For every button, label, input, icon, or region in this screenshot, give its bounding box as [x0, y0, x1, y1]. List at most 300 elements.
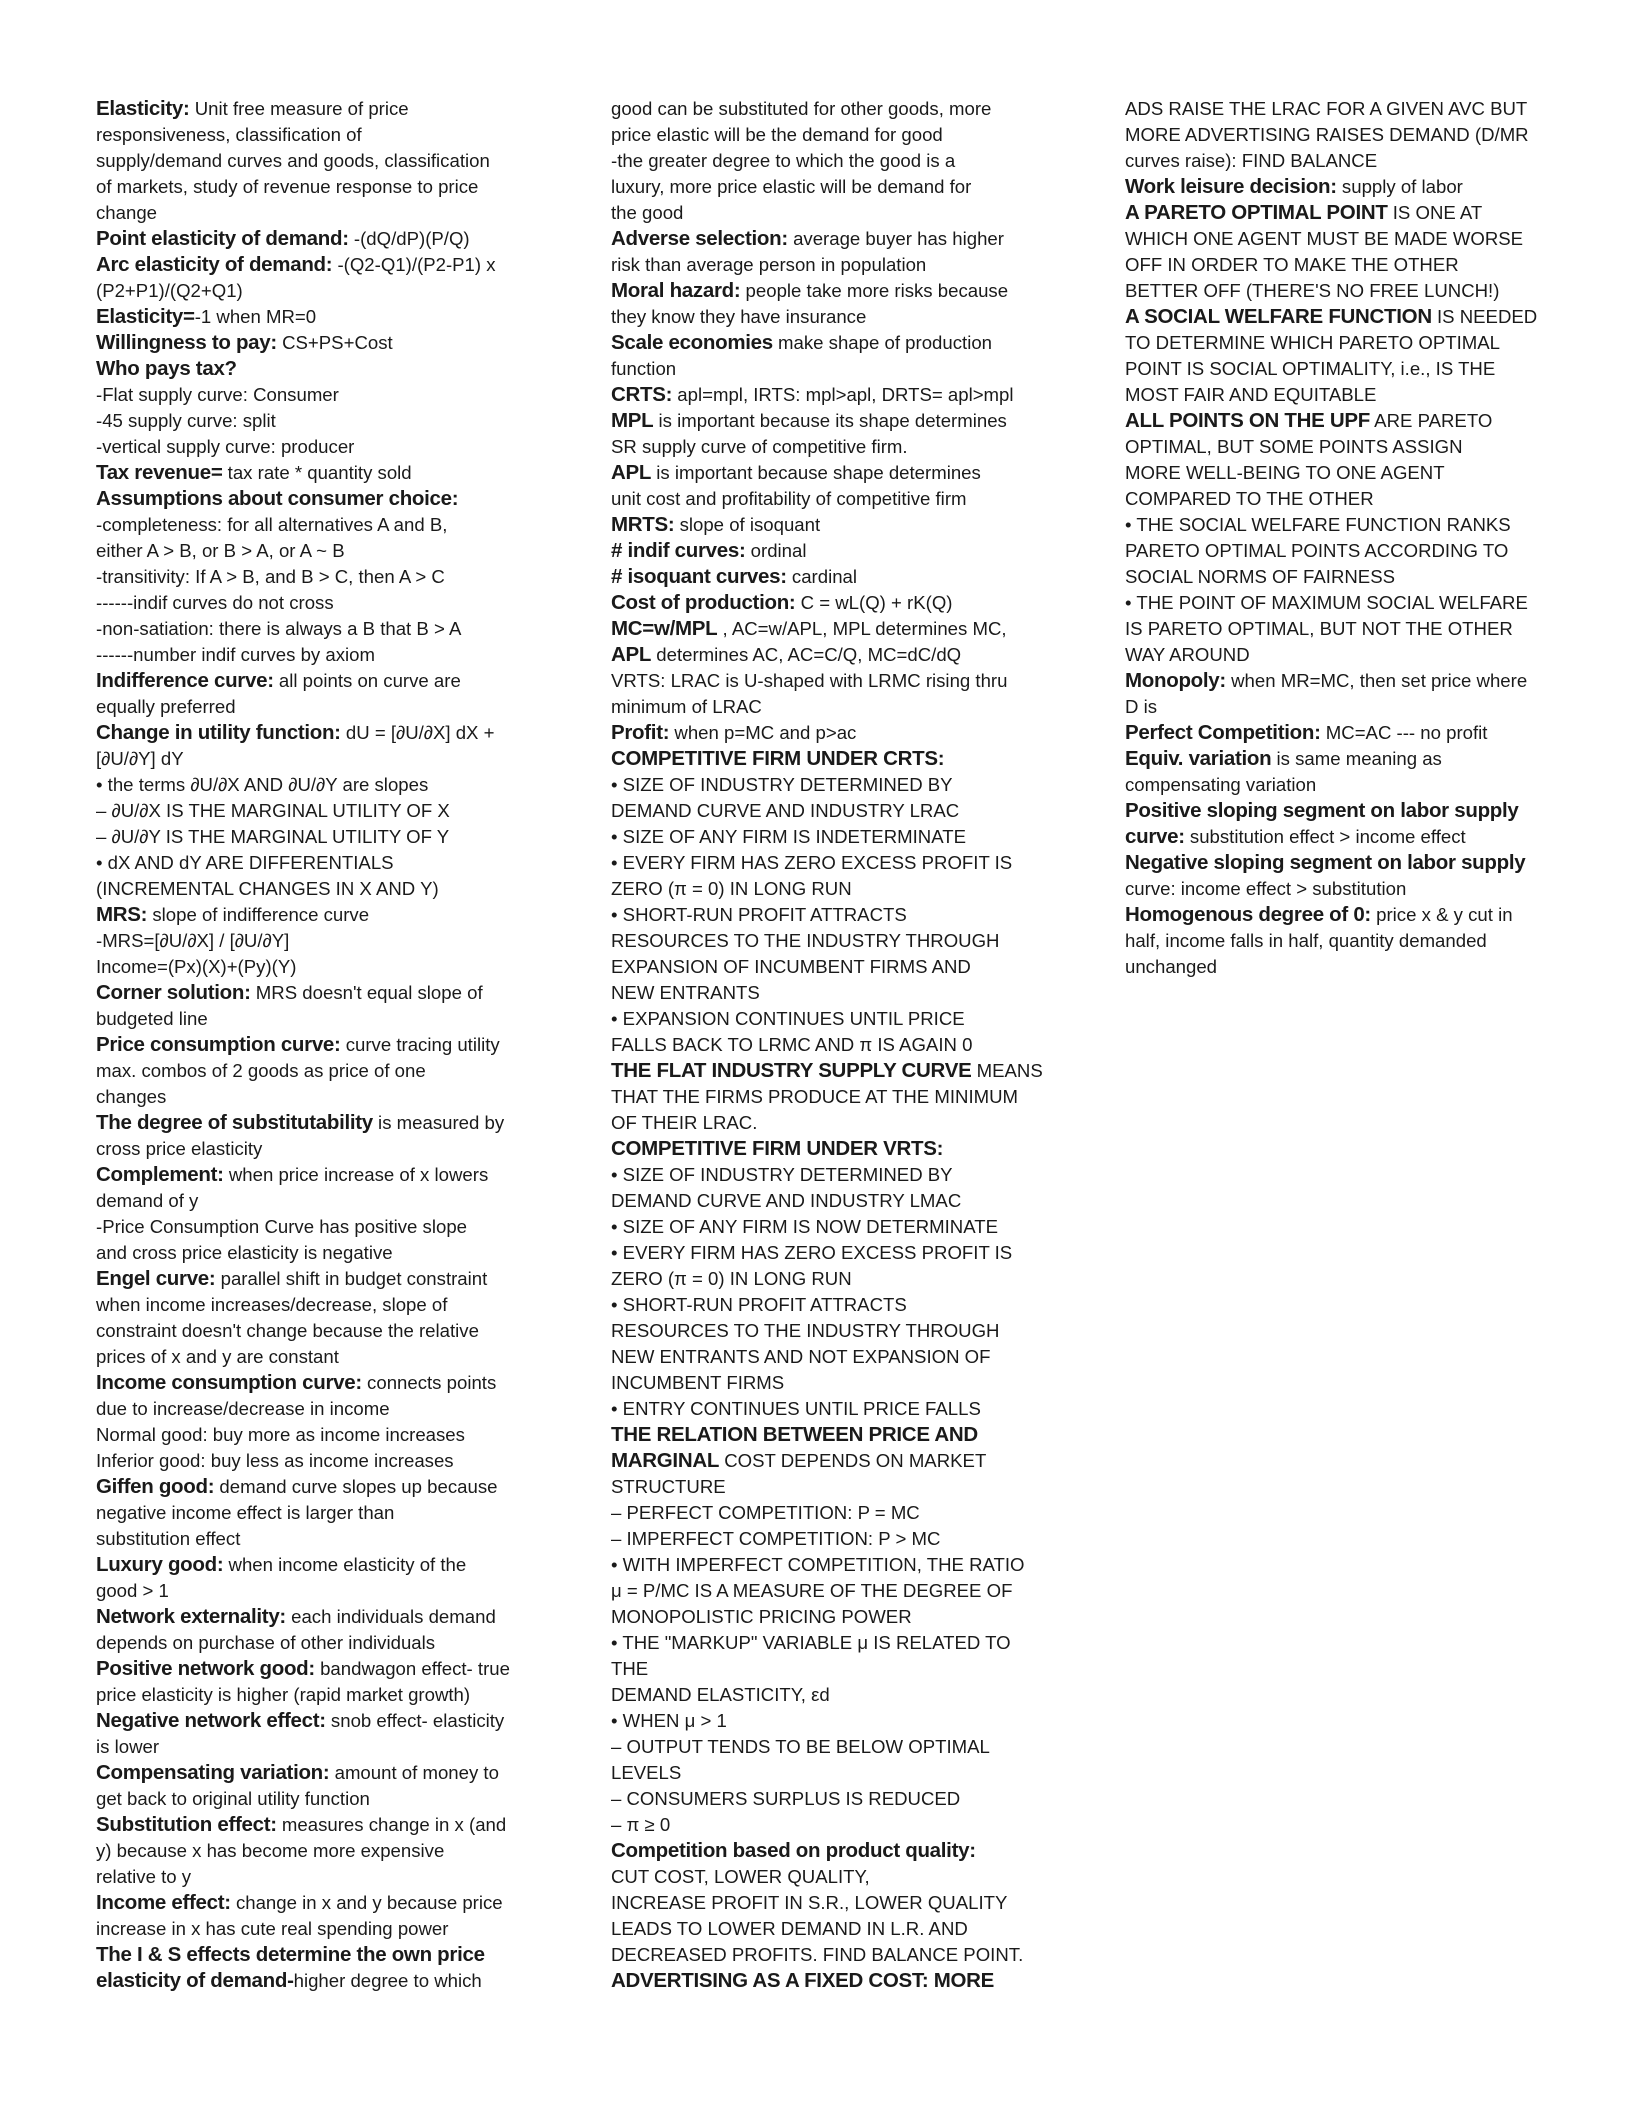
term-label: MARGINAL — [611, 1449, 720, 1472]
text-line — [1125, 668, 1540, 694]
definition-text: -(Q2-Q1)/(P2-P1) x — [332, 254, 496, 275]
definition-text: change — [96, 202, 158, 223]
definition-text: average buyer has higher — [787, 228, 1004, 249]
definition-text: ------number indif curves by axiom — [96, 644, 375, 665]
definition-text: prices of x and y are constant — [96, 1346, 339, 1367]
definition-text: -transitivity: If A > B, and B > C, then A > C — [96, 566, 445, 587]
definition-text: – ∂U/∂X IS THE MARGINAL UTILITY OF X — [96, 800, 450, 821]
text-line — [96, 1136, 511, 1162]
definition-text: • WHEN μ > 1 — [611, 1710, 727, 1731]
definition-text: substitution effect — [96, 1528, 241, 1549]
text-line — [96, 460, 511, 486]
text-line — [1125, 538, 1540, 564]
definition-text: function — [611, 358, 677, 379]
text-line — [96, 1734, 511, 1760]
definition-text: half, income falls in half, quantity demanded — [1125, 930, 1487, 951]
definition-text: price x & y cut in — [1370, 904, 1513, 925]
text-line — [611, 538, 1026, 564]
definition-text: -(dQ/dP)(P/Q) — [348, 228, 470, 249]
text-line — [96, 278, 511, 304]
text-line — [611, 1448, 1026, 1474]
definition-text: is important because its shape determines — [653, 410, 1007, 431]
term-label: THE FLAT INDUSTRY SUPPLY CURVE — [611, 1059, 972, 1082]
definition-text: WAY AROUND — [1125, 644, 1250, 665]
term-label: Monopoly: — [1125, 669, 1226, 692]
text-line — [611, 1110, 1026, 1136]
term-label: Negative network effect: — [96, 1709, 326, 1732]
text-line — [611, 148, 1026, 174]
text-line — [611, 1786, 1026, 1812]
text-line — [1125, 902, 1540, 928]
text-line — [1125, 954, 1540, 980]
text-line — [611, 278, 1026, 304]
text-line — [611, 1318, 1026, 1344]
definition-text: slope of isoquant — [674, 514, 821, 535]
text-line — [611, 1968, 1026, 1994]
definition-text: price elastic will be the demand for good — [611, 124, 943, 145]
text-line — [611, 1188, 1026, 1214]
text-line — [96, 902, 511, 928]
definition-text: good can be substituted for other goods, more — [611, 98, 992, 119]
text-line — [96, 174, 511, 200]
text-line — [96, 1344, 511, 1370]
term-label: Tax revenue= — [96, 461, 223, 484]
text-line — [611, 174, 1026, 200]
definition-text: supply of labor — [1336, 176, 1463, 197]
definition-text: • EVERY FIRM HAS ZERO EXCESS PROFIT IS — [611, 1242, 1013, 1263]
text-line — [1125, 252, 1540, 278]
text-line — [96, 1084, 511, 1110]
term-label: Cost of production: — [611, 591, 796, 614]
text-line — [1125, 928, 1540, 954]
text-line — [611, 1422, 1026, 1448]
definition-text: price elasticity is higher (rapid market growth) — [96, 1684, 471, 1705]
text-line — [611, 1526, 1026, 1552]
text-line — [611, 616, 1026, 642]
text-line — [611, 1578, 1026, 1604]
text-line — [96, 96, 511, 122]
definition-text: POINT IS SOCIAL OPTIMALITY, i.e., IS THE — [1125, 358, 1496, 379]
text-line — [96, 1318, 511, 1344]
text-line — [96, 330, 511, 356]
definition-text: • SHORT-RUN PROFIT ATTRACTS — [611, 904, 907, 925]
text-line — [1125, 278, 1540, 304]
text-line — [96, 122, 511, 148]
definition-text: COMPARED TO THE OTHER — [1125, 488, 1374, 509]
definition-text: INCUMBENT FIRMS — [611, 1372, 785, 1393]
definition-text: snob effect- elasticity — [325, 1710, 505, 1731]
definition-text: • the terms ∂U/∂X AND ∂U/∂Y are slopes — [96, 774, 429, 795]
text-line — [1125, 694, 1540, 720]
term-label: # indif curves: — [611, 539, 746, 562]
text-line — [96, 1058, 511, 1084]
text-line — [611, 1734, 1026, 1760]
definition-text: ------indif curves do not cross — [96, 592, 334, 613]
text-line — [1125, 876, 1540, 902]
text-line — [96, 928, 511, 954]
definition-text: • THE "MARKUP" VARIABLE μ IS RELATED TO — [611, 1632, 1011, 1653]
text-line — [96, 304, 511, 330]
definition-text: STRUCTURE — [611, 1476, 726, 1497]
definition-text: equally preferred — [96, 696, 236, 717]
definition-text: and cross price elasticity is negative — [96, 1242, 393, 1263]
text-line — [611, 226, 1026, 252]
text-line — [96, 434, 511, 460]
term-label: Point elasticity of demand: — [96, 227, 349, 250]
text-line — [96, 668, 511, 694]
definition-text: – IMPERFECT COMPETITION: P > MC — [611, 1528, 941, 1549]
definition-text: is lower — [96, 1736, 160, 1757]
term-label: COMPETITIVE FIRM UNDER VRTS: — [611, 1137, 944, 1160]
text-line — [96, 1552, 511, 1578]
text-line — [96, 824, 511, 850]
definition-text: determines AC, AC=C/Q, MC=dC/dQ — [651, 644, 962, 665]
definition-text: OF THEIR LRAC. — [611, 1112, 758, 1133]
text-line — [96, 1890, 511, 1916]
definition-text: ARE PARETO — [1370, 410, 1493, 431]
text-line — [96, 1656, 511, 1682]
definition-text: slope of indifference curve — [147, 904, 370, 925]
text-line — [96, 1682, 511, 1708]
text-line — [611, 902, 1026, 928]
text-line — [1125, 616, 1540, 642]
definition-text: apl=mpl, IRTS: mpl>apl, DRTS= apl>mpl — [672, 384, 1014, 405]
definition-text: EXPANSION OF INCUMBENT FIRMS AND — [611, 956, 971, 977]
definition-text: increase in x has cute real spending power — [96, 1918, 449, 1939]
definition-text: depends on purchase of other individuals — [96, 1632, 436, 1653]
definition-text: ZERO (π = 0) IN LONG RUN — [611, 878, 852, 899]
definition-text: – OUTPUT TENDS TO BE BELOW OPTIMAL — [611, 1736, 990, 1757]
definition-text: -MRS=[∂U/∂X] / [∂U/∂Y] — [96, 930, 290, 951]
text-line — [611, 1292, 1026, 1318]
text-line — [611, 1396, 1026, 1422]
definition-text: -45 supply curve: split — [96, 410, 276, 431]
definition-text: constraint doesn't change because the relative — [96, 1320, 479, 1341]
definition-text: when income elasticity of the — [223, 1554, 467, 1575]
text-line — [611, 1682, 1026, 1708]
text-line — [611, 1370, 1026, 1396]
term-label: Income consumption curve: — [96, 1371, 362, 1394]
definition-text: • SIZE OF INDUSTRY DETERMINED BY — [611, 774, 953, 795]
definition-text: amount of money to — [329, 1762, 499, 1783]
definition-text: dU = [∂U/∂X] dX + — [340, 722, 495, 743]
definition-text: the good — [611, 202, 684, 223]
definition-text: -non-satiation: there is always a B that B > A — [96, 618, 462, 639]
term-label: Adverse selection: — [611, 227, 788, 250]
text-line — [611, 1864, 1026, 1890]
definition-text: Unit free measure of price — [189, 98, 409, 119]
definition-text: OFF IN ORDER TO MAKE THE OTHER — [1125, 254, 1459, 275]
text-line — [1125, 434, 1540, 460]
definition-text: each individuals demand — [285, 1606, 496, 1627]
definition-text: good > 1 — [96, 1580, 169, 1601]
text-line — [611, 1552, 1026, 1578]
text-line — [96, 1266, 511, 1292]
definition-text: ADS RAISE THE LRAC FOR A GIVEN AVC BUT — [1125, 98, 1528, 119]
definition-text: of markets, study of revenue response to price — [96, 176, 479, 197]
text-line — [611, 408, 1026, 434]
column-3 — [1125, 96, 1540, 980]
definition-text: MORE WELL-BEING TO ONE AGENT — [1125, 462, 1445, 483]
definition-text: LEADS TO LOWER DEMAND IN L.R. AND — [611, 1918, 968, 1939]
text-line — [611, 746, 1026, 772]
text-line — [611, 1058, 1043, 1084]
column-2 — [611, 96, 1043, 1994]
text-line — [96, 486, 511, 512]
definition-text: demand curve slopes up because — [214, 1476, 498, 1497]
definition-text: max. combos of 2 goods as price of one — [96, 1060, 426, 1081]
text-line — [611, 1214, 1026, 1240]
text-line — [96, 720, 511, 746]
text-line — [96, 382, 511, 408]
text-line — [96, 356, 511, 382]
definition-text: bandwagon effect- true — [314, 1658, 510, 1679]
definition-text: (INCREMENTAL CHANGES IN X AND Y) — [96, 878, 439, 899]
definition-text: ordinal — [745, 540, 807, 561]
text-line — [1125, 564, 1540, 590]
definition-text: measures change in x (and — [276, 1814, 507, 1835]
definition-text: cross price elasticity — [96, 1138, 263, 1159]
term-label: Substitution effect: — [96, 1813, 277, 1836]
text-line — [611, 96, 1026, 122]
definition-text: Income=(Px)(X)+(Py)(Y) — [96, 956, 297, 977]
definition-text: (P2+P1)/(Q2+Q1) — [96, 280, 243, 301]
definition-text: , AC=w/APL, MPL determines MC, — [717, 618, 1007, 639]
text-line — [1125, 720, 1540, 746]
definition-text: is measured by — [372, 1112, 505, 1133]
definition-text: luxury, more price elastic will be demand for — [611, 176, 972, 197]
term-label: Giffen good: — [96, 1475, 215, 1498]
definition-text: COST DEPENDS ON MARKET — [719, 1450, 987, 1471]
text-line — [611, 1162, 1026, 1188]
text-line — [611, 1240, 1026, 1266]
definition-text: [∂U/∂Y] dY — [96, 748, 184, 769]
definition-text: -1 when MR=0 — [194, 306, 317, 327]
text-line — [96, 564, 511, 590]
term-label: Willingness to pay: — [96, 331, 277, 354]
term-label: Work leisure decision: — [1125, 175, 1337, 198]
text-line — [96, 1916, 511, 1942]
definition-text: • dX AND dY ARE DIFFERENTIALS — [96, 852, 394, 873]
term-label: CRTS: — [611, 383, 673, 406]
text-line — [1125, 486, 1540, 512]
text-line — [96, 980, 511, 1006]
definition-text: IS NEEDED — [1431, 306, 1538, 327]
text-line — [1125, 226, 1540, 252]
definition-text: Normal good: buy more as income increases — [96, 1424, 465, 1445]
definition-text: substitution effect > income effect — [1184, 826, 1466, 847]
term-label: A PARETO OPTIMAL POINT — [1125, 201, 1388, 224]
definition-text: relative to y — [96, 1866, 192, 1887]
definition-text: μ = P/MC IS A MEASURE OF THE DEGREE OF — [611, 1580, 1013, 1601]
term-label: Price consumption curve: — [96, 1033, 341, 1056]
definition-text: OPTIMAL, BUT SOME POINTS ASSIGN — [1125, 436, 1463, 457]
text-line — [1125, 122, 1540, 148]
definition-text: VRTS: LRAC is U-shaped with LRMC rising thru — [611, 670, 1008, 691]
text-line — [96, 1604, 511, 1630]
definition-text: connects points — [361, 1372, 497, 1393]
definition-text: either A > B, or B > A, or A ~ B — [96, 540, 345, 561]
text-line — [96, 538, 511, 564]
text-line — [96, 590, 511, 616]
text-line — [96, 1188, 511, 1214]
term-label: APL — [611, 461, 652, 484]
definition-text: MC=AC --- no profit — [1320, 722, 1488, 743]
definition-text: • WITH IMPERFECT COMPETITION, THE RATIO — [611, 1554, 1025, 1575]
definition-text: MRS doesn't equal slope of — [250, 982, 483, 1003]
definition-text: all points on curve are — [273, 670, 461, 691]
definition-text: • SIZE OF ANY FIRM IS NOW DETERMINATE — [611, 1216, 999, 1237]
text-line — [96, 200, 511, 226]
text-line — [611, 1006, 1026, 1032]
text-line — [611, 928, 1026, 954]
term-label: Luxury good: — [96, 1553, 224, 1576]
text-line — [96, 1474, 511, 1500]
term-label: MC=w/MPL — [611, 617, 718, 640]
text-line — [96, 226, 511, 252]
text-line — [96, 148, 511, 174]
definition-text: when p=MC and p>ac — [669, 722, 857, 743]
text-line — [96, 1240, 511, 1266]
term-label: Moral hazard: — [611, 279, 741, 302]
text-line — [611, 850, 1026, 876]
text-line — [96, 512, 511, 538]
text-line — [611, 434, 1026, 460]
definition-text: THE — [611, 1658, 649, 1679]
term-label: Compensating variation: — [96, 1761, 330, 1784]
definition-text: they know they have insurance — [611, 306, 867, 327]
text-line — [611, 1838, 1026, 1864]
text-line — [1125, 330, 1540, 356]
definition-text: -Flat supply curve: Consumer — [96, 384, 339, 405]
definition-text: when price increase of x lowers — [223, 1164, 489, 1185]
term-label: ADVERTISING AS A FIXED COST: MORE — [611, 1969, 995, 1992]
definition-text: unit cost and profitability of competitive firm — [611, 488, 967, 509]
text-line — [96, 1214, 511, 1240]
definition-text: • SHORT-RUN PROFIT ATTRACTS — [611, 1294, 907, 1315]
text-line — [611, 512, 1026, 538]
text-line — [96, 1630, 511, 1656]
definition-text: IS ONE AT — [1387, 202, 1483, 223]
definition-text: WHICH ONE AGENT MUST BE MADE WORSE — [1125, 228, 1524, 249]
term-label: Income effect: — [96, 1891, 231, 1914]
text-line — [611, 356, 1026, 382]
term-label: Elasticity= — [96, 305, 195, 328]
definition-text: CS+PS+Cost — [276, 332, 393, 353]
term-label: Positive network good: — [96, 1657, 315, 1680]
text-line — [611, 1916, 1026, 1942]
text-line — [1125, 590, 1540, 616]
definition-text: – PERFECT COMPETITION: P = MC — [611, 1502, 920, 1523]
definition-text: when MR=MC, then set price where — [1225, 670, 1528, 691]
term-label: curve: — [1125, 825, 1185, 848]
text-line — [611, 460, 1026, 486]
definition-text: risk than average person in population — [611, 254, 927, 275]
term-label: Competition based on product quality: — [611, 1839, 976, 1862]
definition-text: – CONSUMERS SURPLUS IS REDUCED — [611, 1788, 961, 1809]
definition-text: ZERO (π = 0) IN LONG RUN — [611, 1268, 852, 1289]
term-label: MRS: — [96, 903, 148, 926]
definition-text: is important because shape determines — [651, 462, 981, 483]
text-line — [96, 1838, 511, 1864]
definition-text: budgeted line — [96, 1008, 208, 1029]
text-line — [96, 1786, 511, 1812]
text-line — [611, 668, 1026, 694]
text-line — [611, 1084, 1026, 1110]
text-line — [1125, 148, 1540, 174]
definition-text: DEMAND ELASTICITY, εd — [611, 1684, 830, 1705]
text-line — [96, 1162, 511, 1188]
text-line — [611, 1760, 1026, 1786]
definition-text: FALLS BACK TO LRMC AND π IS AGAIN 0 — [611, 1034, 973, 1055]
term-label: Elasticity: — [96, 97, 190, 120]
definition-text: supply/demand curves and goods, classification — [96, 150, 490, 171]
definition-text: cardinal — [786, 566, 858, 587]
text-line — [96, 1864, 511, 1890]
definition-text: IS PARETO OPTIMAL, BUT NOT THE OTHER — [1125, 618, 1513, 639]
definition-text: DECREASED PROFITS. FIND BALANCE POINT. — [611, 1944, 1024, 1965]
text-line — [1125, 408, 1540, 434]
text-line — [96, 954, 511, 980]
definition-text: MEANS — [971, 1060, 1043, 1081]
definition-text: • ENTRY CONTINUES UNTIL PRICE FALLS — [611, 1398, 981, 1419]
text-line — [96, 1708, 511, 1734]
text-line — [96, 1448, 511, 1474]
term-label: The degree of substitutability — [96, 1111, 373, 1134]
term-label: MRTS: — [611, 513, 675, 536]
definition-text: -Price Consumption Curve has positive slope — [96, 1216, 468, 1237]
text-line — [96, 408, 511, 434]
text-line — [611, 1136, 1026, 1162]
term-label: APL — [611, 643, 652, 666]
term-label: Engel curve: — [96, 1267, 216, 1290]
text-line — [611, 590, 1026, 616]
definition-text: • EVERY FIRM HAS ZERO EXCESS PROFIT IS — [611, 852, 1013, 873]
definition-text: DEMAND CURVE AND INDUSTRY LRAC — [611, 800, 960, 821]
term-label: Equiv. variation — [1125, 747, 1272, 770]
text-line — [611, 1890, 1026, 1916]
text-line — [96, 1110, 511, 1136]
text-line — [611, 1656, 1026, 1682]
definition-text: minimum of LRAC — [611, 696, 762, 717]
text-line — [611, 1942, 1026, 1968]
text-line — [611, 1500, 1026, 1526]
definition-text: RESOURCES TO THE INDUSTRY THROUGH — [611, 930, 1000, 951]
text-line — [611, 954, 1026, 980]
text-line — [1125, 512, 1540, 538]
text-line — [611, 304, 1026, 330]
text-line — [611, 200, 1026, 226]
text-line — [611, 1344, 1026, 1370]
term-label: Negative sloping segment on labor supply — [1125, 851, 1526, 874]
definition-text: people take more risks because — [740, 280, 1009, 301]
definition-text: • EXPANSION CONTINUES UNTIL PRICE — [611, 1008, 965, 1029]
definition-text: NEW ENTRANTS AND NOT EXPANSION OF — [611, 1346, 991, 1367]
term-label: Network externality: — [96, 1605, 286, 1628]
text-line — [611, 122, 1026, 148]
text-line — [611, 824, 1026, 850]
text-line — [611, 1604, 1026, 1630]
definition-text: responsiveness, classification of — [96, 124, 362, 145]
term-label: Homogenous degree of 0: — [1125, 903, 1371, 926]
text-line — [96, 1812, 511, 1838]
definition-text: • SIZE OF ANY FIRM IS INDETERMINATE — [611, 826, 967, 847]
term-label: # isoquant curves: — [611, 565, 787, 588]
term-label: Change in utility function: — [96, 721, 341, 744]
text-line — [1125, 96, 1540, 122]
term-label: Who pays tax? — [96, 357, 237, 380]
definition-text: PARETO OPTIMAL POINTS ACCORDING TO — [1125, 540, 1509, 561]
